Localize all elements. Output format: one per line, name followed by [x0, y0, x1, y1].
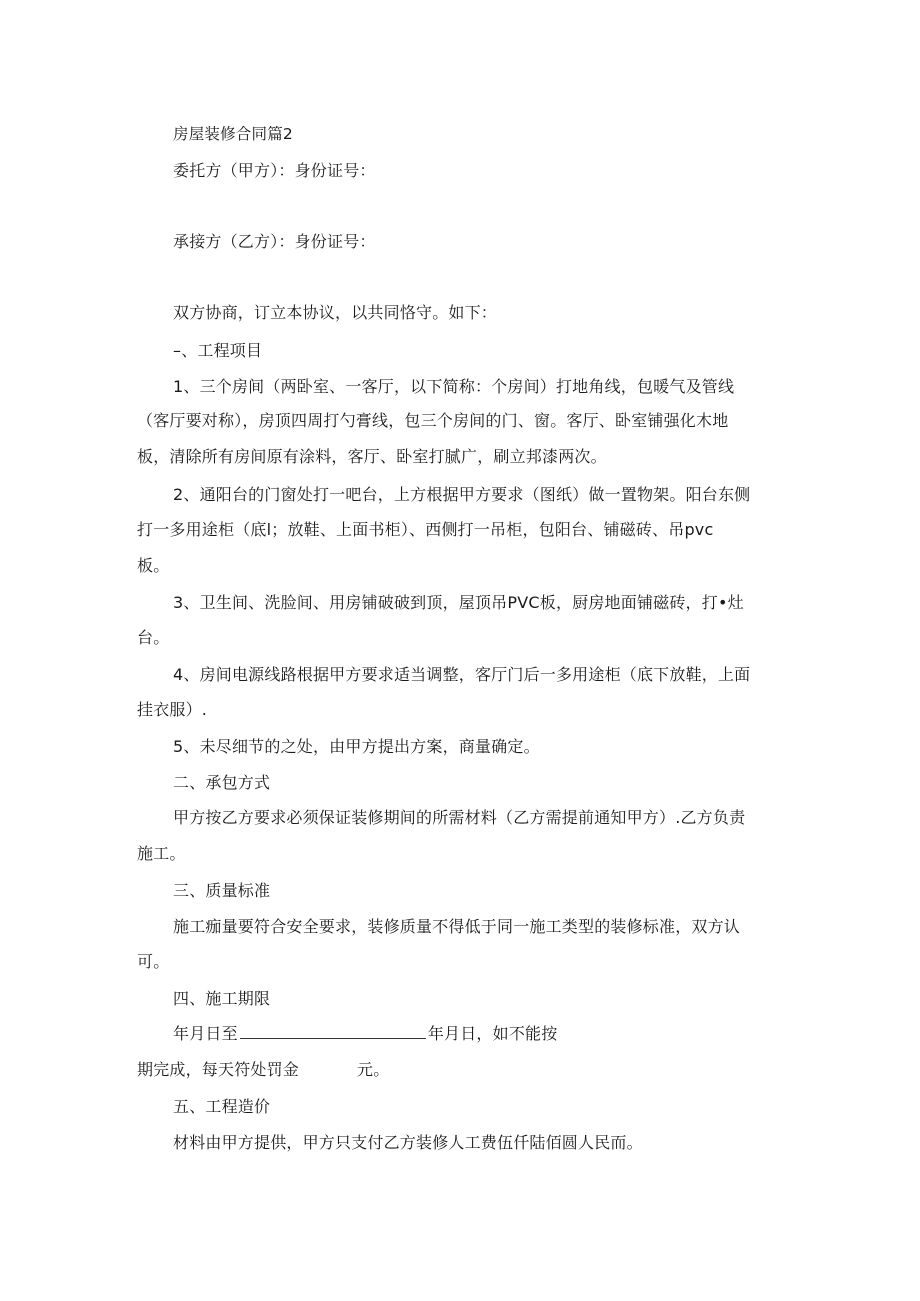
penalty-line — [137, 1060, 389, 1080]
item-1-line: 板，清除所有房间原有涂料，客厅、卧室打腻广，刷立邦漆两次。 — [137, 447, 607, 466]
section-1-heading: –、工程项目 — [173, 341, 263, 360]
item-2-line: 板。 — [137, 556, 170, 575]
penalty-text: 期完成，每天符处罚金 — [137, 1060, 300, 1079]
section-2-body: 甲方按乙方要求必须保证装修期间的所需材料（乙方需提前通知甲方）.乙方负责 — [173, 808, 746, 827]
item-3-line: 3、卫生间、洗脸间、用房铺破破到顶，屋顶吊PVC板，厨房地面铺磁砖，打•灶 — [173, 593, 744, 612]
section-5-body: 材料由甲方提供，甲方只支付乙方装修人工费伍仟陆佰圆人民而。 — [173, 1133, 643, 1152]
section-2-body: 施工。 — [137, 844, 186, 863]
item-5-line: 5、未尽细节的之处，由甲方提出方案，商量确定。 — [173, 737, 540, 756]
item-4-line: 挂衣服）. — [137, 700, 208, 719]
item-2-line: 2、通阳台的门窗处打一吧台，上方根据甲方要求（图纸）做一置物架。阳台东侧 — [173, 485, 751, 504]
item-4-line: 4、房间电源线路根据甲方要求适当调整，客厅门后一多用途柜（底下放鞋，上面 — [173, 665, 751, 684]
party-a-line: 委托方（甲方）：身份证号： — [173, 161, 376, 180]
section-3-heading: 三、质量标准 — [173, 881, 271, 900]
term-end-text: 年月日，如不能按 — [427, 1024, 558, 1043]
section-5-heading: 五、工程造价 — [173, 1097, 271, 1116]
term-line — [173, 1024, 557, 1044]
document-title: 房屋装修合同篇2 — [173, 125, 293, 143]
item-1-line: （客厅要对称），房顶四周打勺膏线，包三个房间的门、窗。客厅、卧室铺强化木地 — [137, 411, 729, 430]
section-4-heading: 四、施工期限 — [173, 989, 271, 1008]
date-blank[interactable] — [240, 1024, 426, 1039]
term-start-text: 年月日至 — [173, 1024, 238, 1043]
section-3-body: 施工痂量要符合安全要求，装修质量不得低于同一施工类型的装修标准，双方认 — [173, 917, 741, 936]
item-2-line: 打一多用途柜（底l；放鞋、上面书柜）、西侧打一吊柜，包阳台、铺磁砖、吊pvc — [137, 520, 714, 539]
section-3-body: 可。 — [137, 952, 170, 971]
intro-paragraph: 双方协商，订立本协议，以共同恪守。如下： — [173, 303, 498, 322]
item-1-line: 1、三个房间（两卧室、一客厅，以下简称：个房间）打地角线，包暖气及管线 — [173, 377, 735, 396]
section-2-heading: 二、承包方式 — [173, 773, 271, 792]
penalty-unit: 元。 — [357, 1060, 390, 1079]
item-3-line: 台。 — [137, 628, 170, 647]
party-b-line: 承接方（乙方）：身份证号： — [173, 232, 376, 251]
